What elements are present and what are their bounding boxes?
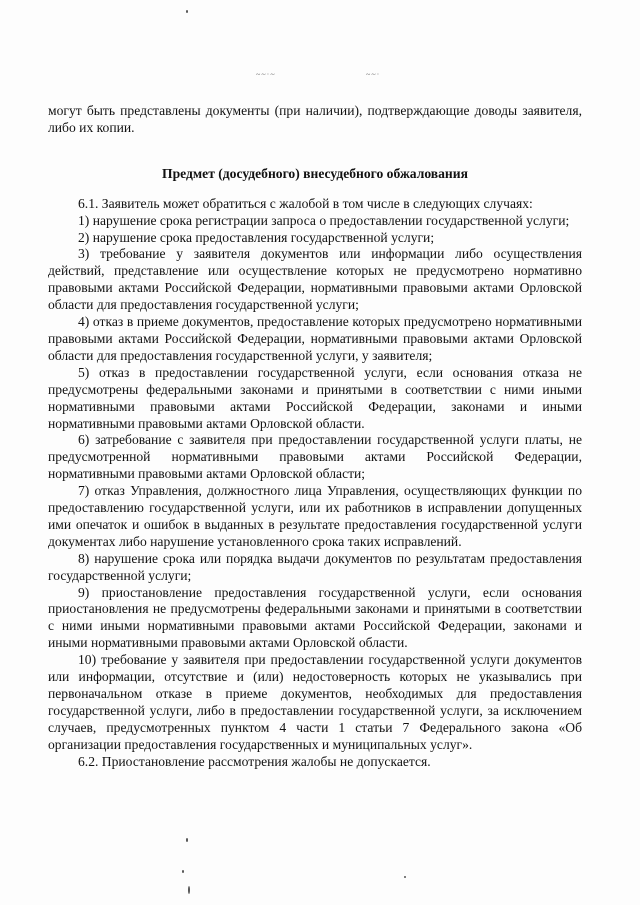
list-item-1: 1) нарушение срока регистрации запроса о предоставлении государственной услуги; <box>78 212 570 228</box>
list-item-4: 4) отказ в приеме документов, предоставление которых предусмотрено нормативными правовыми актами Российской Федерации, нормативными правовыми актами Орловской области для предоставления государственной услуги, у заявителя; <box>48 314 582 363</box>
intro-paragraph: 6.1. Заявитель может обратиться с жалобой в том числе в следующих случаях: <box>78 195 533 211</box>
list-item-3: 3) требование у заявителя документов или информации либо осуществления действий, представление или осуществление которых не предусмотрено нормативно правовыми актами Российской Федерации, нормативными правовыми актами Орловской области для предоставления государственной услуги; <box>48 246 582 313</box>
scan-mark-left: ~~·~ <box>256 70 276 79</box>
scan-speck <box>404 876 406 878</box>
list-item-5: 5) отказ в предоставлении государственной услуги, если основания отказа не предусмотрены федеральными законами и принятыми в соответствии с ними иными нормативными правовыми актами Российской Федерации, законами и иными нормативными правовыми актами Орловской области. <box>48 364 582 431</box>
list-item-9: 9) приостановление предоставления государственной услуги, если основания приостановления не предусмотрены федеральными законами и принятыми в соответствии с ними иными нормативными правовыми актами Российской Федерации, законами и иными нормативными правовыми актами Орловской области. <box>48 584 582 651</box>
scan-speck <box>186 10 188 13</box>
continuation-paragraph: могут быть представлены документы (при наличии), подтверждающие доводы заявителя, либо их копии. <box>48 103 582 135</box>
section-heading: Предмет (досудебного) внесудебного обжалования <box>162 165 468 181</box>
closing-paragraph: 6.2. Приостановление рассмотрения жалобы не допускается. <box>78 753 431 769</box>
list-item-10: 10) требование у заявителя при предоставлении государственной услуги документов или информации, отсутствие и (или) недостоверность которых не указывались при первоначальном отказе в приеме документов, необходимых для предоставления государственной услуги, либо в предоставлении государственной услуги, за исключением случаев, предусмотренных пунктом 4 части 1 статьи 7 Федерального закона «Об организации предоставления государственных и муниципальных услуг». <box>48 652 582 752</box>
scan-speck <box>182 870 184 873</box>
list-item-6: 6) затребование с заявителя при предоставлении государственной услуги платы, не предусмотренной нормативными правовыми актами Российской Федерации, нормативными правовыми актами Орловской области; <box>48 432 582 482</box>
scan-speck <box>186 838 188 842</box>
scan-speck <box>188 886 190 894</box>
document-body <box>48 103 582 771</box>
list-item-2: 2) нарушение срока предоставления государственной услуги; <box>78 229 435 245</box>
list-item-7: 7) отказ Управления, должностного лица Управления, осуществляющих функции по предоставлению государственной услуги, или их работников в исправлении допущенных ими опечаток и ошибок в выданных в результате предоставления государственной услуги документах либо нарушение установленного срока таких исправлений. <box>48 483 582 549</box>
scan-mark-right: ~~· <box>366 70 381 79</box>
list-item-8: 8) нарушение срока или порядка выдачи документов по результатам предоставления государственной услуги; <box>48 550 582 583</box>
